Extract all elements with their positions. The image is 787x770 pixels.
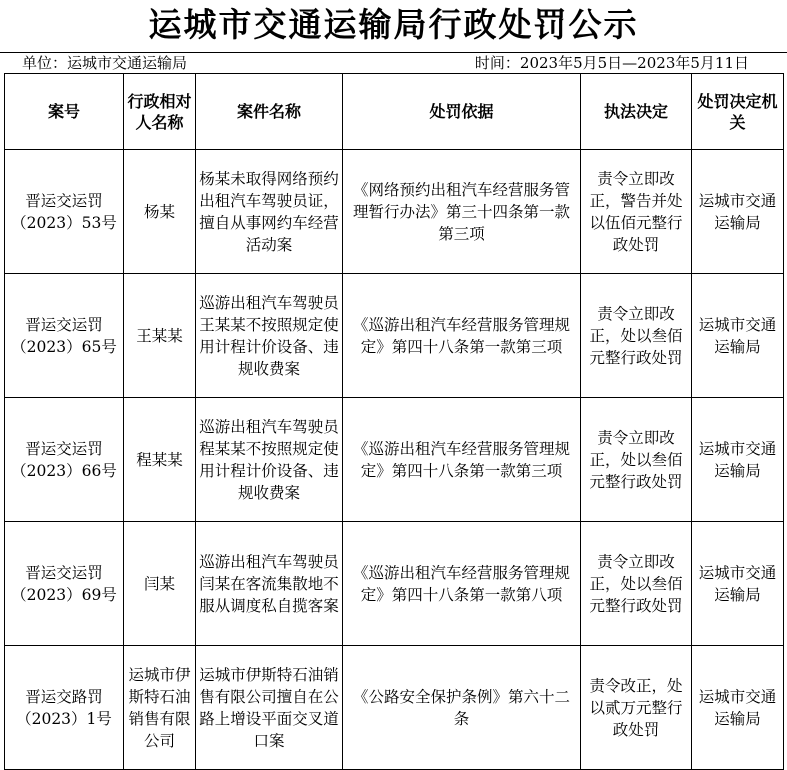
table-row	[5, 522, 784, 646]
cell-basis: 《巡游出租汽车经营服务管理规定》第四十八条第一款第三项	[343, 398, 581, 522]
cell-basis: 《网络预约出租汽车经营服务管理暂行办法》第三十四条第一款第三项	[343, 150, 581, 274]
cell-authority: 运城市交通运输局	[692, 274, 784, 398]
cell-decision: 责令立即改正，处以叁佰元整行政处罚	[581, 398, 692, 522]
cell-case-name: 巡游出租汽车驾驶员王某某不按照规定使用计程计价设备、违规收费案	[196, 274, 343, 398]
header-decision: 执法决定	[581, 74, 692, 150]
cell-authority: 运城市交通运输局	[692, 150, 784, 274]
cell-basis: 《巡游出租汽车经营服务管理规定》第四十八条第一款第三项	[343, 274, 581, 398]
header-authority: 处罚决定机关	[692, 74, 784, 150]
penalty-table	[4, 73, 784, 770]
page-title: 运城市交通运输局行政处罚公示	[148, 5, 639, 44]
period-label: 时间：2023年5月5日—2023年5月11日	[474, 54, 749, 72]
cell-decision: 责令立即改正，警告并处以伍佰元整行政处罚	[581, 150, 692, 274]
cell-basis: 《公路安全保护条例》第六十二条	[343, 646, 581, 770]
cell-authority: 运城市交通运输局	[692, 398, 784, 522]
unit-label: 单位：运城市交通运输局	[22, 54, 188, 72]
cell-case-name: 运城市伊斯特石油销售有限公司擅自在公路上增设平面交叉道口案	[196, 646, 343, 770]
table-row	[5, 398, 784, 522]
cell-case-name: 巡游出租汽车驾驶员程某某不按照规定使用计程计价设备、违规收费案	[196, 398, 343, 522]
cell-case-no: 晋运交运罚（2023）65号	[5, 274, 124, 398]
meta-bar	[0, 52, 787, 73]
header-case-name: 案件名称	[196, 74, 343, 150]
cell-party: 程某某	[124, 398, 196, 522]
cell-authority: 运城市交通运输局	[692, 522, 784, 646]
cell-authority: 运城市交通运输局	[692, 646, 784, 770]
cell-case-no: 晋运交运罚（2023）69号	[5, 522, 124, 646]
cell-party: 王某某	[124, 274, 196, 398]
table-row	[5, 150, 784, 274]
cell-decision: 责令立即改正，处以叁佰元整行政处罚	[581, 274, 692, 398]
header-basis: 处罚依据	[343, 74, 581, 150]
header-case-no: 案号	[5, 74, 124, 150]
cell-party: 闫某	[124, 522, 196, 646]
cell-case-no: 晋运交运罚（2023）66号	[5, 398, 124, 522]
cell-case-name: 杨某未取得网络预约出租汽车驾驶员证，擅自从事网约车经营活动案	[196, 150, 343, 274]
cell-case-name: 巡游出租汽车驾驶员闫某在客流集散地不服从调度私自揽客案	[196, 522, 343, 646]
cell-case-no: 晋运交路罚（2023）1号	[5, 646, 124, 770]
cell-party: 杨某	[124, 150, 196, 274]
cell-decision: 责令改正，处以贰万元整行政处罚	[581, 646, 692, 770]
table-header-row	[5, 74, 784, 150]
cell-case-no: 晋运交运罚（2023）53号	[5, 150, 124, 274]
cell-party: 运城市伊斯特石油销售有限公司	[124, 646, 196, 770]
cell-basis: 《巡游出租汽车经营服务管理规定》第四十八条第一款第八项	[343, 522, 581, 646]
cell-decision: 责令立即改正，处以叁佰元整行政处罚	[581, 522, 692, 646]
header-party: 行政相对人名称	[124, 74, 196, 150]
table-row	[5, 646, 784, 770]
table-row	[5, 274, 784, 398]
